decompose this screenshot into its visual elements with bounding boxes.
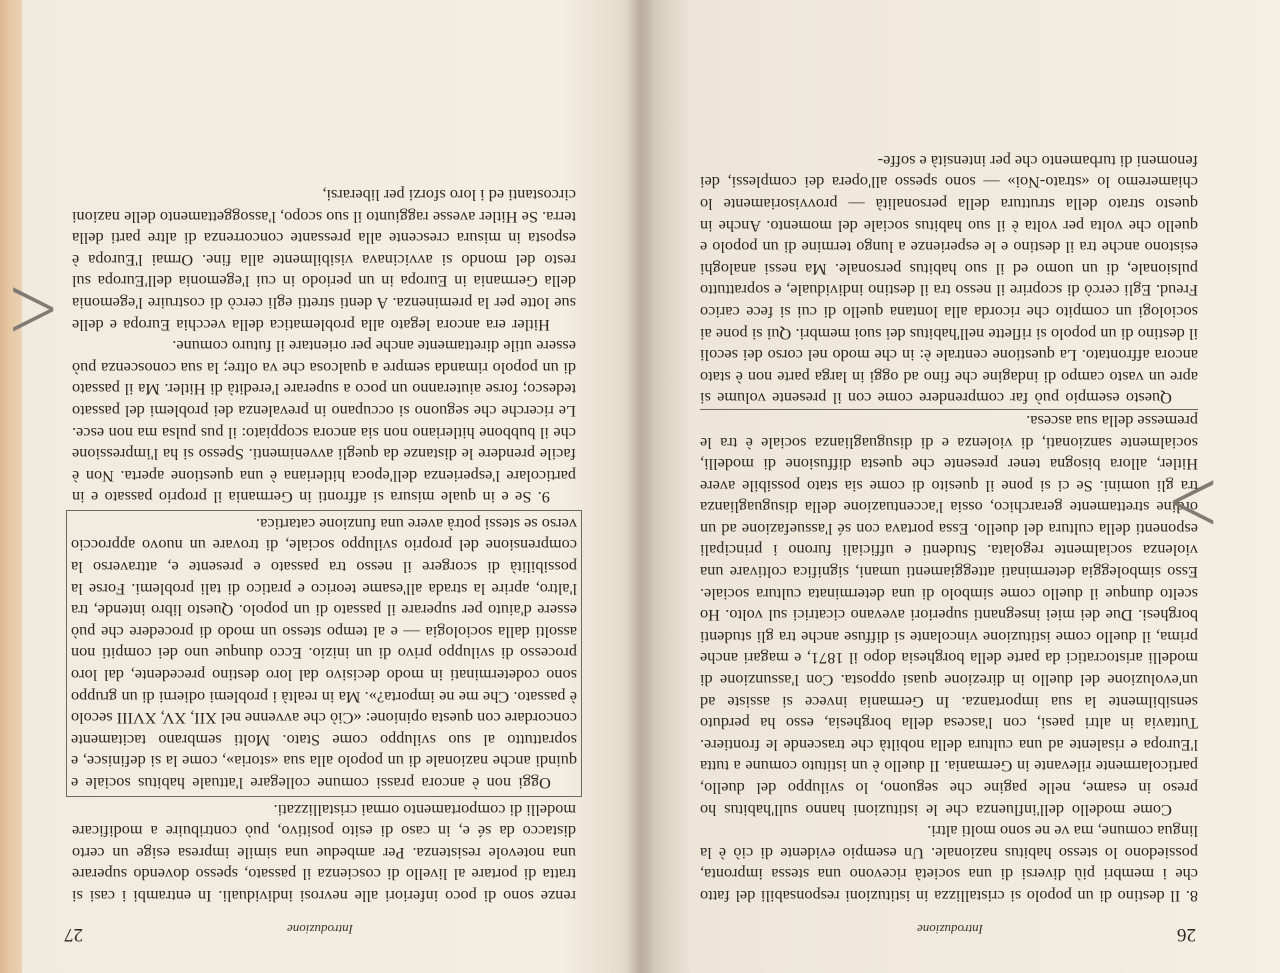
book-gutter: [626, 0, 654, 973]
page-text: [72, 184, 576, 907]
paragraph-boxed: Oggi non è ancora prassi comune collegare l'attuale habitus sociale e quindi anche nazionale di un popolo alla sua «storia», come la si definisce, e soprattutto al suo sviluppo come Stato. Molti sembrano tacitamente concordare con questa opinione: «Ciò che avvenne nel XII, XV, XVIII secolo è passato. Che me ne importa?». Ma in realtà i problemi odierni di un gruppo sono codeterminati in modo decisivo dal loro destino precedente, dal loro processo di sviluppo privo di un inizio. Ecco dunque uno dei compiti non assolti dalla sociologia — e al tempo stesso un modo di procedere che può essere d'aiuto per superare il passato di un popolo. Questo libro intende, tra l'altro, aprire la strada all'esame teorico e pratico di tali problemi. Forse la possibilità di scorgere il nesso tra passato e presente e, attraverso la comprensione del proprio sviluppo sociale, di trovare un nuovo approccio verso se stessi potrà avere una funzione catartica.: [71, 514, 577, 794]
paragraph: Questo esempio può far comprendere come con il presente volume si apre un vasto campo di indagine che fino ad oggi in larga parte non è stato ancora affrontato. La questione centrale è: in che modo nel corso dei secoli il destino di un popolo si riflette nell'habitus dei suoi membri. Qui si pone ai sociologi un compito che ricorda alla lontana quello di cui si fece carico Freud. Egli cercò di scoprire il nesso tra il destino individuale, e soprattutto pulsionale, di un uomo ed il suo habitus personale. Ma nessi analoghi esistono anche tra il destino e le esperienze a lungo termine di un popolo e quello che volta per volta è il suo habitus sociale del momento. Anche in questo strato della struttura della personalità — provvisoriamente lo chiameremo lo «strato-Noi» — sono spesso all'opera dei complessi, dei fenomeni di turbamento che per intensità e soffe-: [700, 151, 1198, 409]
page-edge: [0, 0, 22, 973]
running-head: Introduzione: [917, 922, 983, 937]
pencil-margin-mark: <: [6, 259, 60, 363]
page-26: [660, 0, 1240, 973]
paragraph: Hitler era ancora legato alla problematica della vecchia Europa e delle sue lotte per la preminenza. A denti stretti egli cercò di costruire l'egemonia della Germania in Europa in un periodo in cui l'egemonia dell'Europa sul resto del mondo si avvicinava visibilmente alla fine. Ormai l'Europa è esposta in misura crescente alla pressante concorrenza di altre parti della terra. Se Hitler avesse raggiunto il suo scopo, l'assoggettamento delle nazioni circostanti ed i loro sforzi per liberarsi,: [72, 186, 576, 335]
page-text: [700, 150, 1198, 907]
paragraph: 8. Il destino di un popolo si cristallizza in istituzioni responsabili del fatto che i membri più diversi di una società ricevono una stessa impronta, possiedono lo stesso habitus nazionale. Un esempio evidente di ciò è la lingua comune, ma ve ne sono molti altri.: [700, 822, 1198, 906]
page-number: 26: [1177, 924, 1196, 945]
paragraph-underlined: Come modello dell'influenza che le istituzioni hanno sull'habitus ho preso in esame, nelle pagine che seguono, lo sviluppo del duello, particolarmente rilevante in Germania. Il duello è un istituto comune a tutta l'Europa e risalente ad una cultura della nobiltà che trascende le frontiere. Tuttavia in altri paesi, con l'ascesa della borghesia, esso ha perduto sensibilmente la sua importanza. In Germania invece si assiste ad un'evoluzione del duello in direzione quasi opposta. Con l'assunzione di modelli aristocratici da parte della borghesia dopo il 1871, e magari anche prima, il duello come istituzione vincolante si diffuse anche tra gli studenti borghesi. Due dei miei insegnanti superiori avevano cicatrici sul volto. Ho scelto dunque il duello come simbolo di una determinata cultura sociale. Esso simboleggia determinati atteggiamenti umani, significa coltivare una violenza socialmente regolata. Studenti e ufficiali furono i principali esponenti della cultura del duello. Essa portava con sé l'assuefazione ad un ordine strettamente gerarchico, ossia l'accentuazione della disuguaglianza tra gli uomini. Se ci si pone il quesito di come sia stato possibile avere Hitler, allora bisogna tener presente che questa diffusione di modelli, socialmente sanzionati, di violenza e di disuguaglianza sociale è tra le premesse della sua ascesa.: [700, 409, 1198, 820]
paragraph: renze sono di poco inferiori alle nevrosi individuali. In entrambi i casi si tratta di portare al livello di coscienza il passato, spesso dovendo superare una notevole resistenza. Per ambedue una simile impresa esige un certo distacco da sé e, in caso di esito positivo, può contribuire a modificare modelli di comportamento ormai cristallizzati.: [72, 800, 576, 906]
page-number: 27: [64, 924, 83, 945]
running-head: Introduzione: [287, 922, 353, 937]
pencil-margin-mark: <: [1166, 452, 1220, 556]
page-27: [20, 0, 620, 973]
paragraph-underlined: 9. Se e in quale misura si affronti in Germania il proprio passato e in particolare l'esperienza dell'epoca hitleriana è una questione aperta. Non è facile prendere le distanze da quegli avvenimenti. Spesso si ha l'impressione che il bubbone hitleriano non sia ancora scoppiato: il pus pulsa ma non esce. Le ricerche che seguono si occupano in prevalenza dei problemi del passato tedesco; forse aiuteranno un poco a superare l'eredità di Hitler. Ma il passato di un popolo rimanda sempre a qualcosa che va oltre; la sua conoscenza può essere utile direttamente anche per orientare il futuro comune.: [72, 337, 576, 508]
boxed-passage: [66, 510, 582, 797]
